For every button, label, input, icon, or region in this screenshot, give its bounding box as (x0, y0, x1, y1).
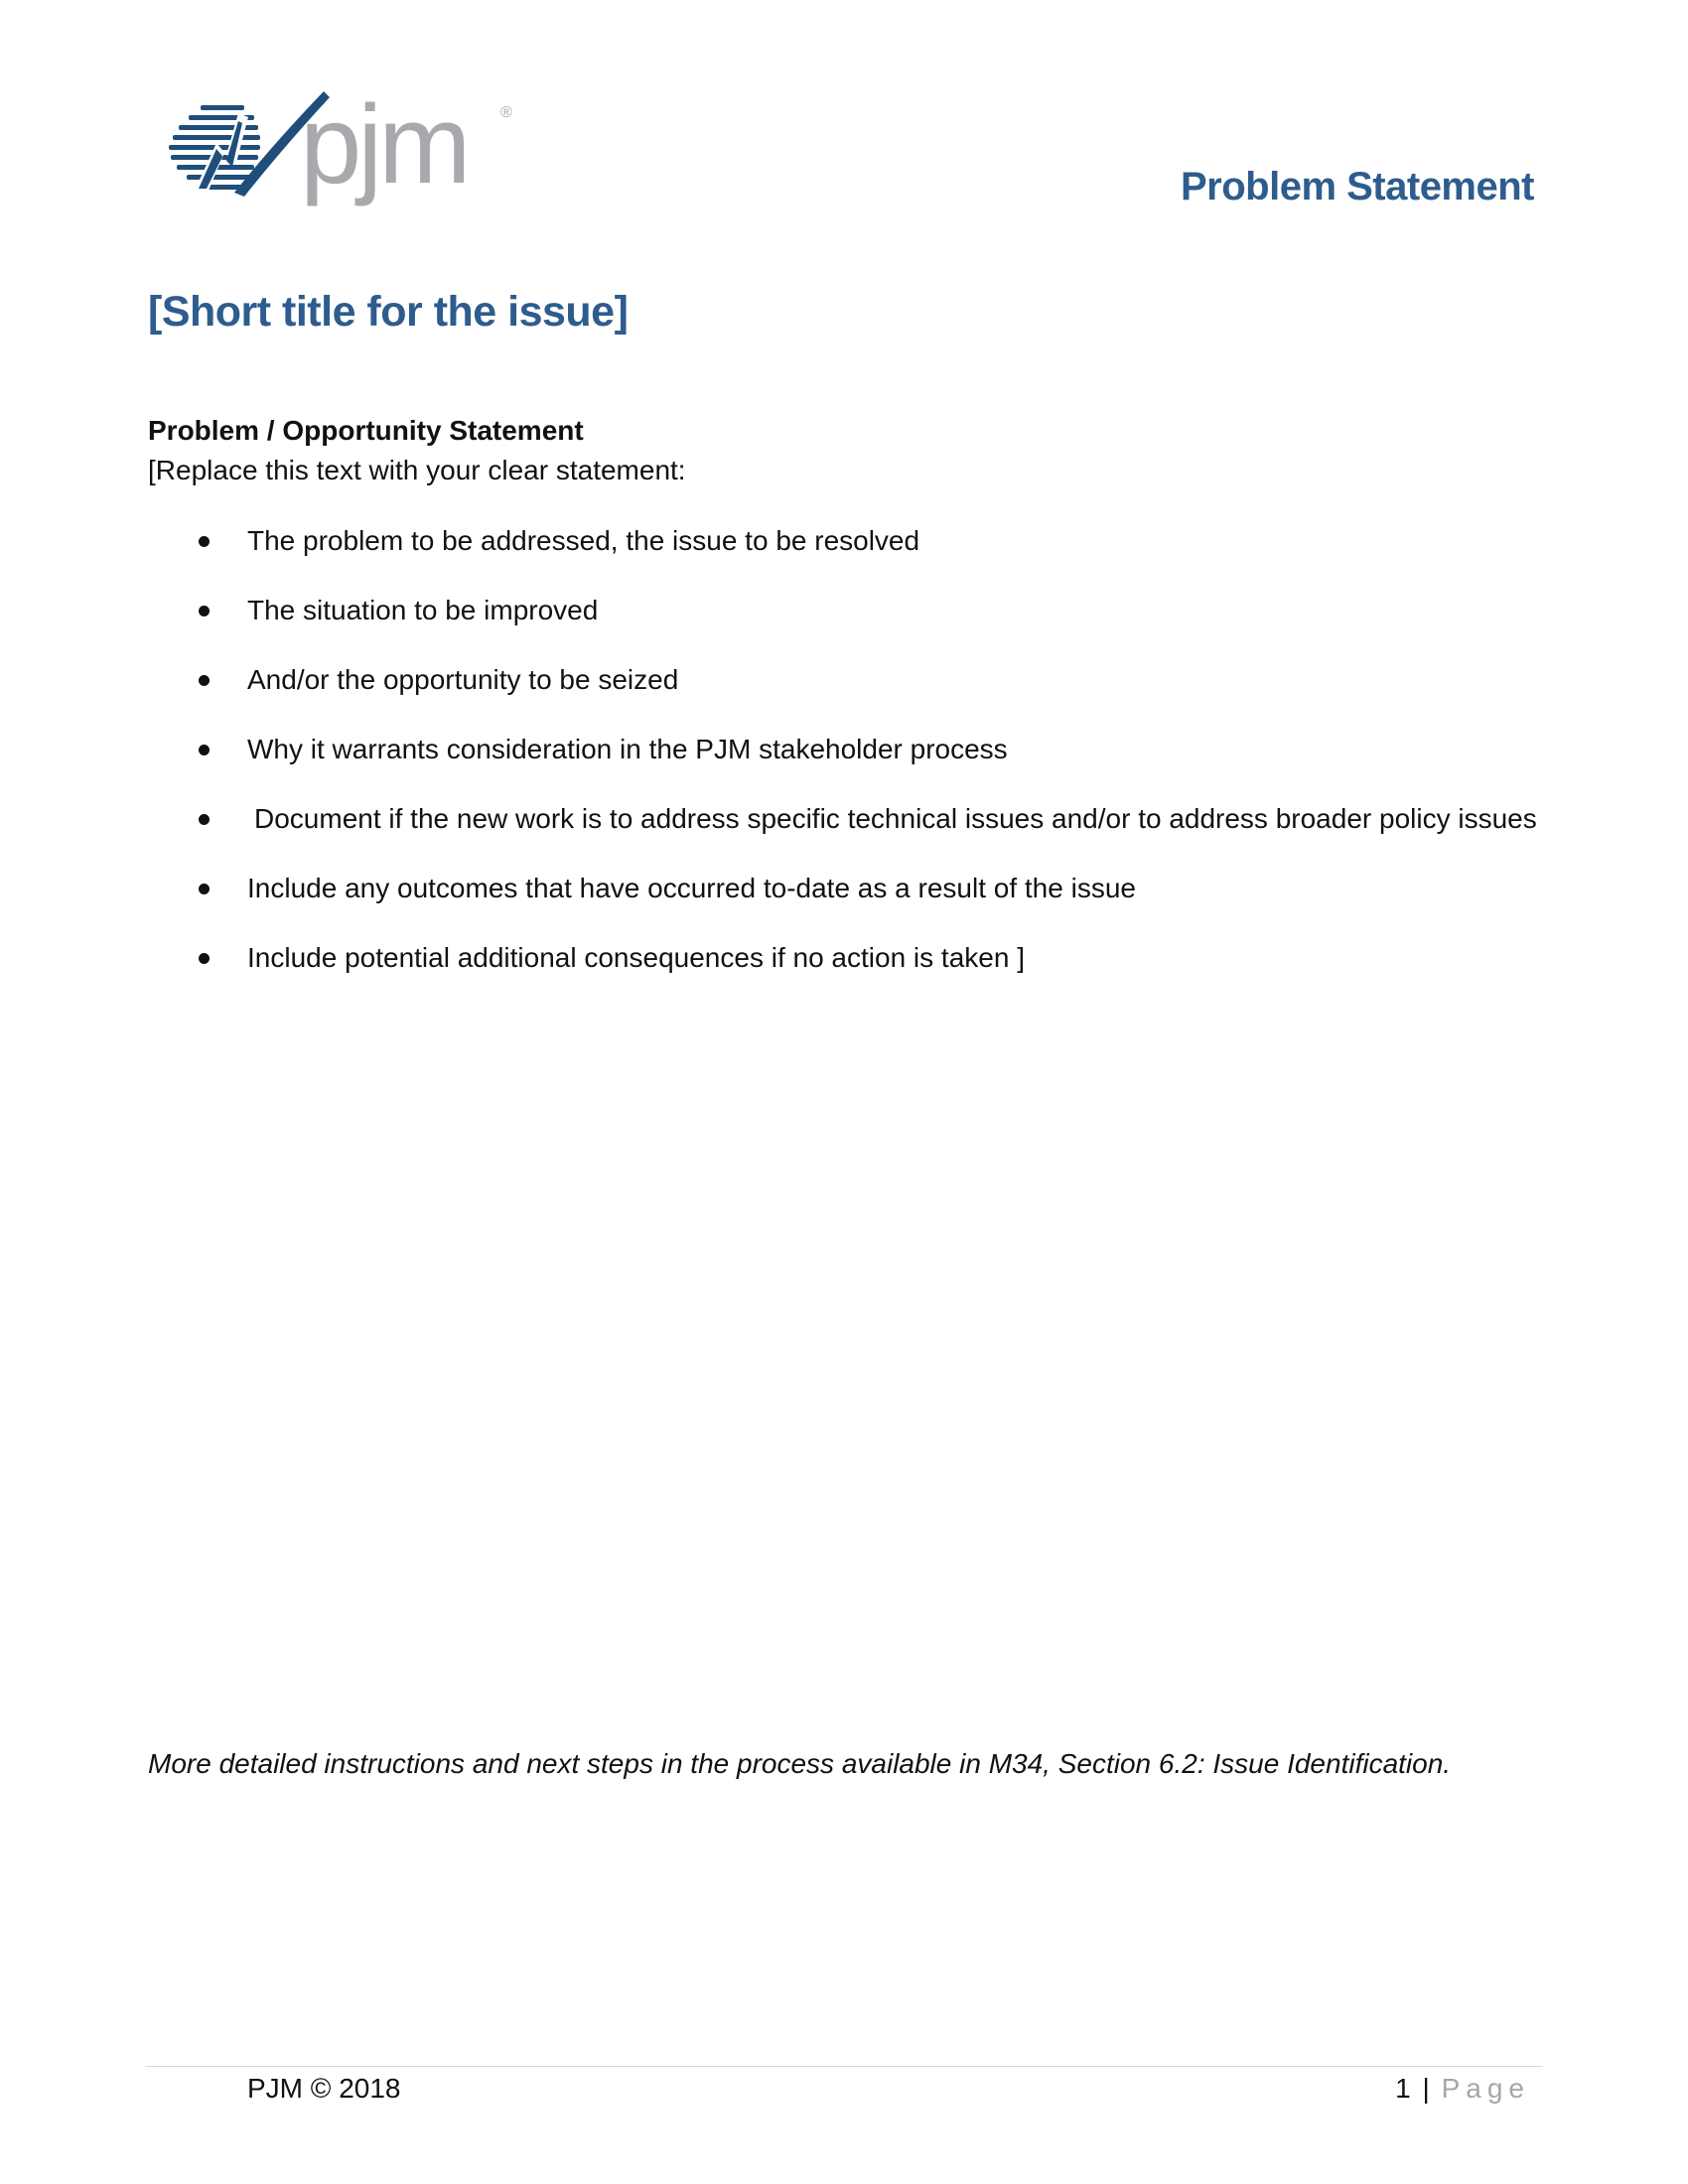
list-item (0, 940, 1688, 1010)
list-item (0, 871, 1688, 940)
footer-copyright: PJM © 2018 (247, 2073, 401, 2104)
list-item-text: Include any outcomes that have occurred to-date as a result of the issue (247, 873, 1136, 903)
bullet-icon (199, 606, 210, 616)
issue-title: [Short title for the issue] (148, 288, 629, 336)
bullet-icon (199, 814, 210, 825)
document-type-title: Problem Statement (1180, 165, 1534, 208)
page-label: Page (1441, 2073, 1530, 2104)
bullet-icon (199, 536, 210, 547)
list-item (0, 732, 1688, 801)
list-item (0, 523, 1688, 593)
bullet-icon (199, 953, 210, 964)
list-item (0, 801, 1688, 871)
list-item-text: Document if the new work is to address specific technical issues and/or to address broader policy issues (254, 803, 1537, 834)
footer-divider (145, 2066, 1543, 2067)
list-item-text: Why it warrants consideration in the PJM stakeholder process (247, 734, 1008, 764)
list-item (0, 662, 1688, 732)
instructions-note: More detailed instructions and next steps in the process available in M34, Section 6.2: Issue Identification. (148, 1748, 1452, 1779)
list-item-text: Include potential additional consequences if no action is taken ] (247, 942, 1025, 973)
page-separator: | (1422, 2073, 1430, 2104)
footer-page-indicator (1395, 2073, 1530, 2105)
bullet-list (0, 523, 1688, 1010)
registered-mark: ® (500, 104, 512, 121)
section-heading: Problem / Opportunity Statement (148, 415, 584, 446)
list-item (0, 593, 1688, 662)
list-item-text: The situation to be improved (247, 595, 599, 625)
pjm-logo (165, 83, 522, 212)
list-item-text: And/or the opportunity to be seized (247, 664, 679, 695)
page-number: 1 (1395, 2073, 1411, 2104)
bullet-icon (199, 884, 210, 894)
intro-text: [Replace this text with your clear statement: (148, 455, 686, 485)
pjm-logo-text: pjm (300, 83, 468, 206)
list-item-text: The problem to be addressed, the issue to be resolved (247, 525, 920, 556)
bullet-icon (199, 745, 210, 755)
bullet-icon (199, 675, 210, 686)
